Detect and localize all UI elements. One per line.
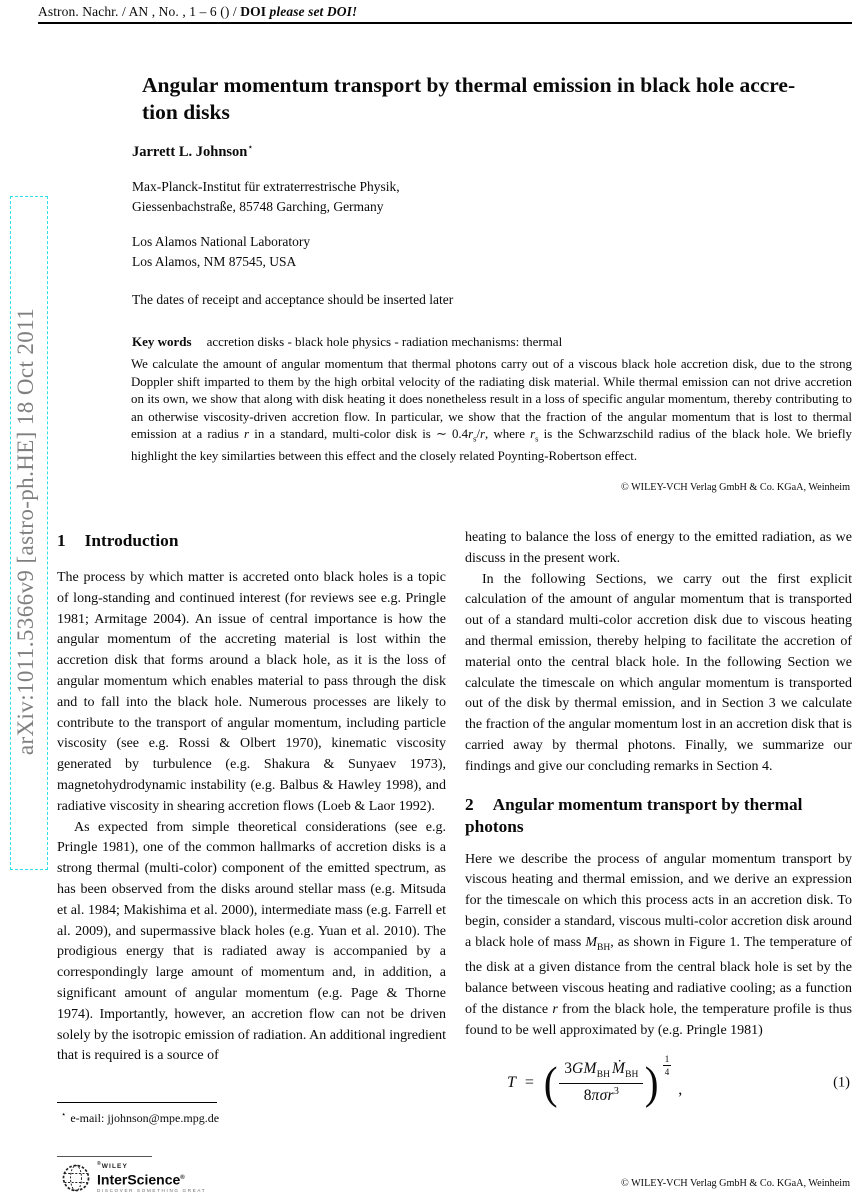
dates-note: The dates of receipt and acceptance should be inserted later (132, 291, 454, 307)
right-column (465, 528, 852, 1200)
math-var-G: G (572, 1060, 584, 1078)
math-sub-s: s (535, 433, 539, 444)
footer-copyright: © WILEY-VCH Verlag GmbH & Co. KGaA, Weinheim (620, 1178, 850, 1189)
math-var-r: r (244, 427, 250, 441)
title-line-1: Angular momentum transport by thermal emission in black hole accre- (142, 73, 796, 97)
math-var-r: r (468, 427, 474, 441)
arxiv-watermark-box (10, 196, 48, 870)
exponent-numerator: 1 (663, 1054, 672, 1066)
body-text: Here we describe the process of angular momentum transport by viscous heating and thermal emission, and we derive an expression for the timescale on which this process acts in an accretion disk. To begin, consider a standard, viscous multi-color accretion disk around a black hole of mass (465, 851, 852, 950)
keywords-label: Key words (132, 333, 192, 349)
affiliation-2-line-2: Los Alamos, NM 87545, USA (132, 254, 297, 270)
interscience-wordmark: InterScience® (97, 1171, 185, 1188)
math-var-M: M (585, 934, 598, 950)
left-column (57, 528, 446, 1100)
footnote (57, 1102, 446, 1126)
math-vars-pi-sigma-r: πσr (591, 1086, 614, 1104)
coefficient: 3 (564, 1060, 573, 1078)
math-var-r: r (530, 427, 536, 441)
continued-paragraph: heating to balance the loss of energy to the emitted radiation, as we discuss in the present work. (465, 530, 852, 566)
equation-comma: , (678, 1080, 683, 1098)
math-var-T: T (507, 1073, 516, 1091)
math-sub-BH: BH (597, 942, 611, 953)
footnote-email: e-mail: jjohnson@mpe.mpg.de (70, 1111, 220, 1125)
wiley-wordmark: ®WILEY (97, 1161, 128, 1171)
arxiv-watermark: arXiv:1011.5366v9 [astro-ph.HE] 18 Oct 2011 (13, 307, 38, 756)
math-var-M: M (583, 1060, 597, 1078)
keywords-text: accretion disks - black hole physics - radiation mechanisms: thermal (206, 333, 563, 349)
section-2-heading (465, 794, 852, 838)
intro-paragraph-2: As expected from simple theoretical considerations (see e.g. Pringle 1981), one of the common hallmarks of accretion disks is a strong thermal (multi-color) component of the emitted spectrum, as has been observed from the disks around stellar mass (e.g. Mitsuda et al. 1984; Makishima et al. 2000), intermediate mass (e.g. Farrell et al. 2009), and supermassive black holes (e.g. Yuan et al. 2010). The prodigious energy that is radiated away is accompanied by a correspondingly large amount of momentum and, in addition, a significant amount of angular momentum (e.g. Page & Thorne 1974). Importantly, however, an accretion flow can not be driven solely by the isotropic emission of radiation. An additional ingredient that is required is a source of (57, 819, 446, 1064)
section-number: 1 (57, 531, 66, 550)
outline-paragraph: In the following Sections, we carry out the first explicit calculation of the amount of angular momentum that is transported out of a standard multi-color accretion disk due to viscous heating and thermal emission, thereby helping to facilitate the accretion of material onto the central black hole. In the following Section we calculate the timescale on which angular momentum is transported out of the disk by thermal emission, and in Section 3 we calculate the fraction of the angular momentum lost in an accretion disk that is carried away by thermal photons. Finally, we summarize our findings and give our concluding remarks in Section 4. (465, 571, 852, 774)
section-title: Introduction (84, 531, 179, 550)
globe-icon (58, 1159, 94, 1195)
fraction (559, 1060, 643, 1104)
affiliation-1 (132, 177, 848, 218)
title-line-2: tion disks (142, 100, 230, 124)
body-columns (57, 528, 852, 1200)
affiliation-2-line-1: Los Alamos National Laboratory (132, 233, 311, 249)
footnote-rule (57, 1102, 217, 1103)
header-rule (38, 22, 852, 24)
author-footnote-mark: ⋆ (247, 143, 254, 153)
right-paren: ) (645, 1056, 659, 1108)
math-exponent-3: 3 (613, 1085, 619, 1097)
footnote-mark: ⋆ (61, 1109, 67, 1119)
footer-rule (57, 1156, 152, 1157)
affiliation-1-line-1: Max-Planck-Institut für extraterrestrische Physik, (132, 178, 400, 194)
math-sub-s: s (473, 433, 477, 444)
intro-paragraph-1: The process by which matter is accreted onto black holes is a topic of long-standing and continued interest (for reviews see e.g. Pringle 1981; Armitage 2004). An issue of central importance is how the angular momentum of the accreting material is lost within the accretion disk that forms around a black hole, as it is the loss of angular momentum which enables material to pass through the disk and to fall into the black hole. Numerous processes are likely to contribute to the transport of angular momentum, including particle viscosity (see e.g. Rossi & Olbert 1970), kinematic viscosity generated by turbulence (e.g. Shakura & Sunyaev 1973), magnetohydrodynamic instability (e.g. Balbus & Hawley 1998), and radiative viscosity in shearing accretion flows (Loeb & Laor 1992). (57, 570, 446, 814)
body-text: , as shown in Figure 1. The temperature of the disk at a given distance from the central black hole is set by the balance between viscous heating and radiative cooling; as a function of the distance (465, 934, 852, 1017)
equation-number: (1) (833, 1074, 850, 1091)
paper-title (142, 72, 848, 126)
math-var-r: r (552, 1001, 558, 1017)
math-var-r: r (480, 427, 486, 441)
equals-sign: = (524, 1073, 534, 1091)
section-number: 2 (465, 794, 474, 814)
exponent-denominator: 4 (664, 1066, 670, 1077)
math-slash: / (476, 427, 481, 441)
journal-reference: Astron. Nachr. / AN , No. , 1 – 6 () / (38, 4, 241, 19)
section-2-paragraph (465, 850, 852, 1042)
interscience-logo (58, 1159, 206, 1195)
abstract-text: is the Schwarzschild radius of the black hole. We briefly highlight the key similarties between this effect and the closely related Poynting-Robertson effect. (131, 427, 852, 464)
equation-1 (465, 1054, 852, 1112)
abstract-text: We calculate the amount of angular momentum that thermal photons carry out of a viscous black hole accretion disk, due to the strong Doppler shift imparted to them by the high orbital velocity of the radiating disk material. While thermal emission can not drive accretion on its own, we show that along with disk heating it does nonetheless result in a loss of specific angular momentum, thereby contributing to an otherwise viscosity-driven accretion flow. In particular, we show that the fraction of the angular momentum that is lost to thermal emission at a radius (131, 357, 852, 441)
registered-mark: ® (180, 1174, 185, 1181)
numerator (559, 1060, 643, 1082)
section-title: Angular momentum transport by thermal photons (465, 794, 803, 836)
abstract-text: , where (485, 427, 531, 441)
math-var-Mdot: Ṁ (611, 1060, 626, 1078)
logo-tagline: DISCOVER SOMETHING GREAT (97, 1187, 207, 1193)
abstract-copyright: © WILEY-VCH Verlag GmbH & Co. KGaA, Weinheim (620, 482, 850, 493)
abstract-text: in a standard, multi-color disk is ∼ 0.4 (249, 427, 469, 441)
logo-text (97, 1161, 206, 1192)
affiliation-1-line-2: Giessenbachstraße, 85748 Garching, Germany (132, 199, 384, 215)
math-sub-BH: BH (625, 1070, 639, 1081)
math-sub-BH: BH (596, 1070, 610, 1081)
section-1-heading (57, 530, 446, 552)
affiliation-2 (132, 232, 848, 273)
keywords-line (132, 334, 848, 350)
running-head (38, 4, 357, 20)
masthead (132, 72, 848, 350)
left-paren: ( (543, 1056, 558, 1108)
doi-placeholder-note: please set DOI! (269, 4, 358, 19)
doi-label: DOI (240, 4, 270, 19)
exponent-one-fourth (663, 1054, 672, 1077)
equation-body (507, 1053, 683, 1108)
abstract (131, 356, 852, 466)
coefficient: 8 (583, 1086, 592, 1104)
registered-mark: ® (97, 1161, 102, 1168)
author-line (132, 142, 848, 161)
footnote-text (57, 1109, 446, 1126)
body-text: from the black hole, the temperature profile is thus found to be well approximated by (e.g. Pringle 1981) (465, 1001, 852, 1038)
author-name: Jarrett L. Johnson (132, 143, 248, 160)
denominator (559, 1083, 643, 1105)
